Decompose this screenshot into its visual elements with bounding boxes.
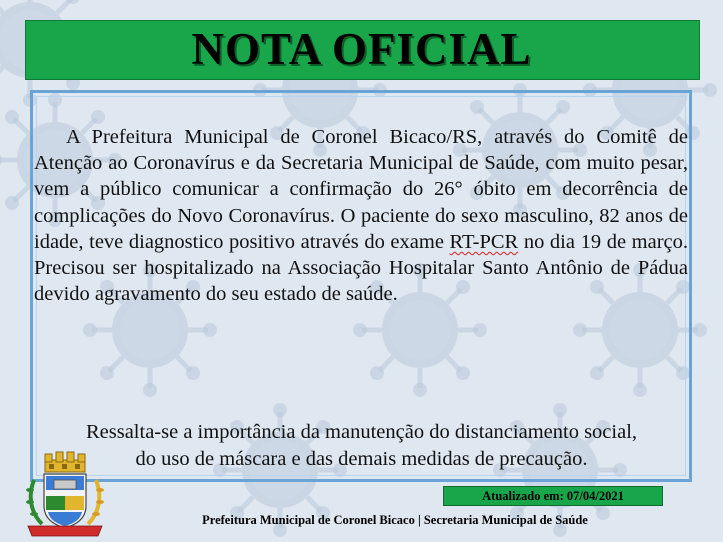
closing-paragraph bbox=[30, 419, 693, 473]
announcement-paragraph bbox=[34, 124, 688, 307]
crown-icon bbox=[45, 452, 85, 472]
closing-line-2: do uso de máscara e das demais medidas de precaução. bbox=[135, 448, 588, 470]
paragraph-text-start: A Prefeitura Municipal de Coronel Bicaco/RS, através do Comitê de Atenção ao Coronavírus e da Secretaria Municipal de Saúde, com muito pesar, vem a público comunicar a confirmação do 26° óbito em decorrência de complicações do Novo Coronavírus. O paciente do sexo masculino, 82 anos de idade, teve diagnostico positivo através do exame bbox=[34, 126, 688, 253]
page-title: NOTA OFICIAL bbox=[191, 24, 532, 74]
closing-line-1: Ressalta-se a importância da manutenção do distanciamento social, bbox=[85, 421, 638, 443]
municipal-coat-of-arms-icon bbox=[20, 450, 110, 538]
paragraph-text-end: no dia 19 de março. Precisou ser hospitalizado na Associação Hospitalar Santo Antônio de Pádua devido agravamento do seu estado de saúde. bbox=[34, 230, 688, 306]
updated-date-badge: Atualizado em: 07/04/2021 bbox=[443, 486, 663, 506]
footer-text: Prefeitura Municipal de Coronel Bicaco | Secretaria Municipal de Saúde bbox=[202, 513, 588, 527]
exam-name-text: RT-PCR bbox=[449, 230, 519, 253]
